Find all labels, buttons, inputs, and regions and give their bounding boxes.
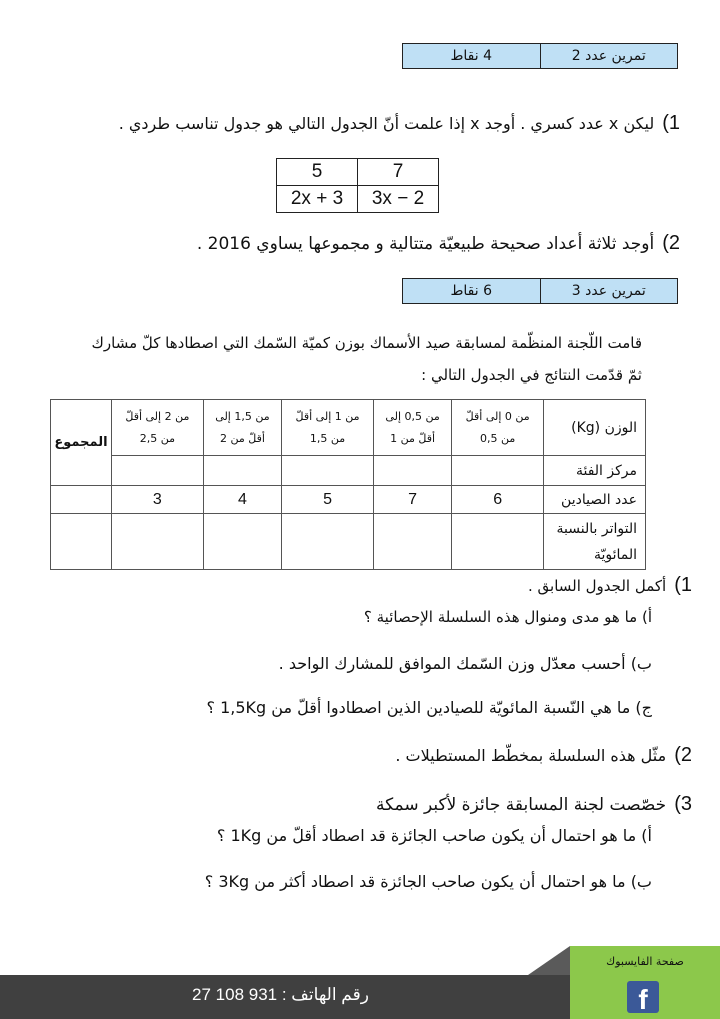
question-text: أكمل الجدول السابق . bbox=[527, 577, 667, 595]
table-cell: 5 bbox=[277, 159, 358, 186]
class-line: من 2 إلى أقلّ bbox=[125, 409, 190, 423]
empty-cell bbox=[51, 514, 112, 570]
row-label: الوزن (Kg) bbox=[544, 400, 646, 456]
empty-cell bbox=[373, 514, 451, 570]
row-label: مركز الفئة bbox=[544, 456, 646, 486]
ex3-question-1 bbox=[528, 574, 692, 597]
ex3-intro-1: قامت اللّجنة المنظّمة لمسابقة صيد الأسماك بوزن كميّة السّمك التي اصطادها كلّ مشارك bbox=[91, 334, 642, 352]
exercise-points: 4 نقاط bbox=[450, 48, 493, 64]
empty-cell bbox=[51, 486, 112, 514]
ex3-question-3a: أ) ما هو احتمال أن يكون صاحب الجائزة قد اصطاد أقلّ من 1Kg ؟ bbox=[216, 826, 652, 845]
exercise-title: تمرين عدد 3 bbox=[540, 279, 678, 303]
class-line: أقلّ من 2 bbox=[220, 431, 265, 445]
count-cell: 6 bbox=[452, 486, 544, 514]
exercise-title: تمرين عدد 2 bbox=[540, 44, 678, 68]
count-cell: 3 bbox=[112, 486, 204, 514]
table-cell: 7 bbox=[358, 159, 439, 186]
question-text: ليكن x عدد كسري . أوجد x إذا علمت أنّ الجدول التالي هو جدول تناسب طردي . bbox=[118, 114, 655, 133]
phone-number: رقم الهاتف : 931 108 27 bbox=[192, 985, 369, 1004]
footer-fold bbox=[528, 946, 570, 975]
ex3-question-1b: ب) أحسب معدّل وزن السّمك الموافق للمشارك الواحد . bbox=[278, 654, 652, 673]
class-line: من 0,5 bbox=[480, 431, 516, 445]
question-number: 2) bbox=[674, 744, 692, 766]
row-label: التواتر بالنسبة المائويّة bbox=[544, 514, 646, 570]
ex3-question-1a: أ) ما هو مدى ومنوال هذه السلسلة الإحصائية ؟ bbox=[363, 608, 652, 626]
ex3-question-1c: ج) ما هي النّسبة المائويّة للصيادين الذين اصطادوا أقلّ من 1,5Kg ؟ bbox=[206, 698, 652, 717]
table-cell: 3x − 2 bbox=[358, 186, 439, 213]
class-line: من 0 إلى أقلّ bbox=[465, 409, 530, 423]
row-label: عدد الصيادين bbox=[544, 486, 646, 514]
class-line: من 0,5 إلى bbox=[385, 409, 440, 423]
class-line: من 1,5 bbox=[309, 431, 346, 445]
empty-cell bbox=[112, 456, 204, 486]
question-number: 3) bbox=[674, 793, 692, 815]
facebook-icon[interactable]: f bbox=[627, 981, 659, 1013]
class-line: من 1,5 إلى bbox=[215, 409, 270, 423]
empty-cell bbox=[203, 456, 281, 486]
count-cell: 4 bbox=[203, 486, 281, 514]
ex3-intro-2: ثمّ قدّمت النتائج في الجدول التالي : bbox=[421, 366, 642, 384]
question-text: مثّل هذه السلسلة بمخطّط المستطيلات . bbox=[395, 746, 667, 765]
facebook-label: صفحة الفايسبوك bbox=[606, 955, 684, 968]
table-cell: 2x + 3 bbox=[277, 186, 358, 213]
question-number: 1) bbox=[662, 112, 680, 134]
empty-cell bbox=[112, 514, 204, 570]
class-line: أقلّ من 1 bbox=[390, 431, 436, 445]
exercise2-header bbox=[402, 43, 678, 69]
total-header: المجموع bbox=[51, 400, 112, 486]
empty-cell bbox=[282, 514, 374, 570]
question-number: 1) bbox=[674, 574, 692, 596]
empty-cell bbox=[452, 514, 544, 570]
proportion-table bbox=[276, 158, 439, 213]
class-line: من 1 إلى أقلّ bbox=[295, 409, 360, 423]
empty-cell bbox=[452, 456, 544, 486]
exercise-points: 6 نقاط bbox=[450, 283, 493, 299]
class-cell bbox=[373, 400, 451, 456]
ex3-question-3b: ب) ما هو احتمال أن يكون صاحب الجائزة قد اصطاد أكثر من 3Kg ؟ bbox=[204, 872, 652, 891]
count-cell: 5 bbox=[282, 486, 374, 514]
question-text: أوجد ثلاثة أعداد صحيحة طبيعيّة متتالية و مجموعها يساوي 2016 . bbox=[196, 234, 655, 254]
ex2-question-1 bbox=[119, 112, 680, 135]
empty-cell bbox=[373, 456, 451, 486]
fish-weight-table bbox=[50, 399, 646, 570]
ex3-question-2 bbox=[395, 744, 692, 767]
class-cell bbox=[203, 400, 281, 456]
empty-cell bbox=[282, 456, 374, 486]
facebook-panel[interactable] bbox=[570, 946, 720, 1019]
question-text: خصّصت لجنة المسابقة جائزة لأكبر سمكة bbox=[375, 795, 667, 815]
ex2-question-2 bbox=[197, 232, 680, 255]
empty-cell bbox=[203, 514, 281, 570]
question-number: 2) bbox=[662, 232, 680, 254]
class-cell bbox=[452, 400, 544, 456]
count-cell: 7 bbox=[373, 486, 451, 514]
class-cell bbox=[112, 400, 204, 456]
exercise3-header bbox=[402, 278, 678, 304]
class-cell bbox=[282, 400, 374, 456]
ex3-question-3 bbox=[376, 793, 692, 816]
class-line: من 2,5 bbox=[139, 431, 175, 445]
